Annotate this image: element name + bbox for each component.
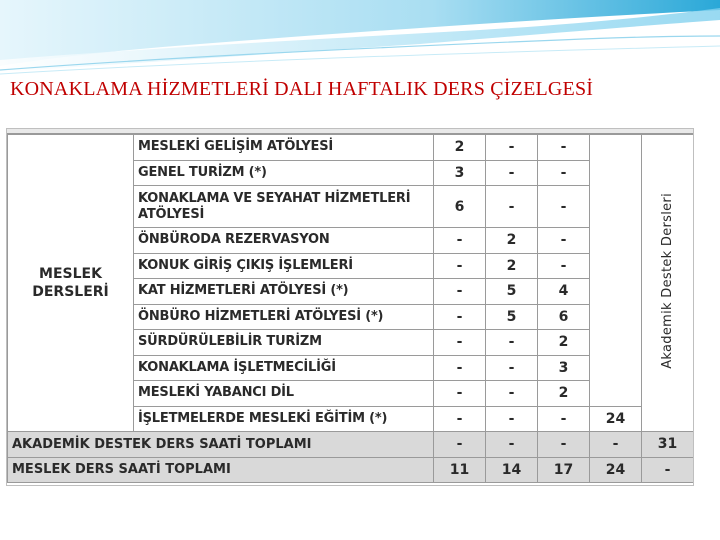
total-cell: 24	[590, 457, 642, 483]
hours-cell: -	[434, 228, 486, 254]
hours-cell: 4	[538, 279, 590, 305]
hours-cell: -	[486, 330, 538, 356]
hours-cell: 3	[434, 160, 486, 186]
hours-cell: 6	[538, 304, 590, 330]
total-row-academic	[8, 432, 694, 458]
hours-cell: -	[434, 406, 486, 432]
course-name: KONAKLAMA VE SEYAHAT HİZMETLERİ ATÖLYESİ	[134, 186, 434, 228]
course-name: SÜRDÜRÜLEBİLİR TURİZM	[134, 330, 434, 356]
course-name: KAT HİZMETLERİ ATÖLYESİ (*)	[134, 279, 434, 305]
schedule-table-container	[6, 128, 694, 486]
hours-cell: -	[486, 355, 538, 381]
group-label: MESLEK DERSLERİ	[32, 266, 109, 300]
schedule-table	[7, 134, 694, 483]
vertical-label: Akademik Destek Dersleri	[660, 193, 675, 369]
hours-cell: 5	[486, 304, 538, 330]
course-name: GENEL TURİZM (*)	[134, 160, 434, 186]
hours-cell: -	[434, 330, 486, 356]
hours-cell: 2	[434, 135, 486, 161]
total-cell: -	[590, 432, 642, 458]
hours-cell: -	[486, 406, 538, 432]
course-name: KONAKLAMA İŞLETMECİLİĞİ	[134, 355, 434, 381]
hours-cell: -	[434, 279, 486, 305]
hours-cell: -	[434, 304, 486, 330]
hours-cell: 5	[486, 279, 538, 305]
course-name: İŞLETMELERDE MESLEKİ EĞİTİM (*)	[134, 406, 434, 432]
hours-cell: -	[434, 253, 486, 279]
course-name: MESLEKİ YABANCI DİL	[134, 381, 434, 407]
slide-title: KONAKLAMA HİZMETLERİ DALI HAFTALIK DERS ÇİZELGESİ	[10, 78, 594, 100]
hours-cell: -	[486, 381, 538, 407]
hours-cell: -	[486, 135, 538, 161]
course-name: ÖNBÜRODA REZERVASYON	[134, 228, 434, 254]
header-swoosh-decoration	[0, 0, 720, 80]
hours-cell: 2	[486, 253, 538, 279]
hours-cell: 3	[538, 355, 590, 381]
total-label: AKADEMİK DESTEK DERS SAATİ TOPLAMI	[8, 432, 434, 458]
hours-cell: -	[538, 135, 590, 161]
hours-cell: 2	[538, 381, 590, 407]
hours-cell: -	[538, 228, 590, 254]
course-name: ÖNBÜRO HİZMETLERİ ATÖLYESİ (*)	[134, 304, 434, 330]
total-cell: 31	[642, 432, 694, 458]
total-cell: -	[642, 457, 694, 483]
vertical-label-cell	[642, 135, 694, 432]
hours-cell: -	[434, 381, 486, 407]
hours-cell-empty	[590, 135, 642, 407]
total-cell: 11	[434, 457, 486, 483]
total-label: MESLEK DERS SAATİ TOPLAMI	[8, 457, 434, 483]
hours-cell: 24	[590, 406, 642, 432]
course-name: MESLEKİ GELİŞİM ATÖLYESİ	[134, 135, 434, 161]
total-cell: 14	[486, 457, 538, 483]
total-row-vocational	[8, 457, 694, 483]
hours-cell: 2	[538, 330, 590, 356]
hours-cell: -	[538, 186, 590, 228]
total-cell: -	[434, 432, 486, 458]
hours-cell: 6	[434, 186, 486, 228]
hours-cell: -	[538, 253, 590, 279]
hours-cell: -	[538, 406, 590, 432]
group-label-cell	[8, 135, 134, 432]
total-cell: -	[486, 432, 538, 458]
total-cell: 17	[538, 457, 590, 483]
table-row	[8, 135, 694, 161]
hours-cell: -	[434, 355, 486, 381]
hours-cell: 2	[486, 228, 538, 254]
course-name: KONUK GİRİŞ ÇIKIŞ İŞLEMLERİ	[134, 253, 434, 279]
hours-cell: -	[486, 160, 538, 186]
total-cell: -	[538, 432, 590, 458]
hours-cell: -	[486, 186, 538, 228]
hours-cell: -	[538, 160, 590, 186]
